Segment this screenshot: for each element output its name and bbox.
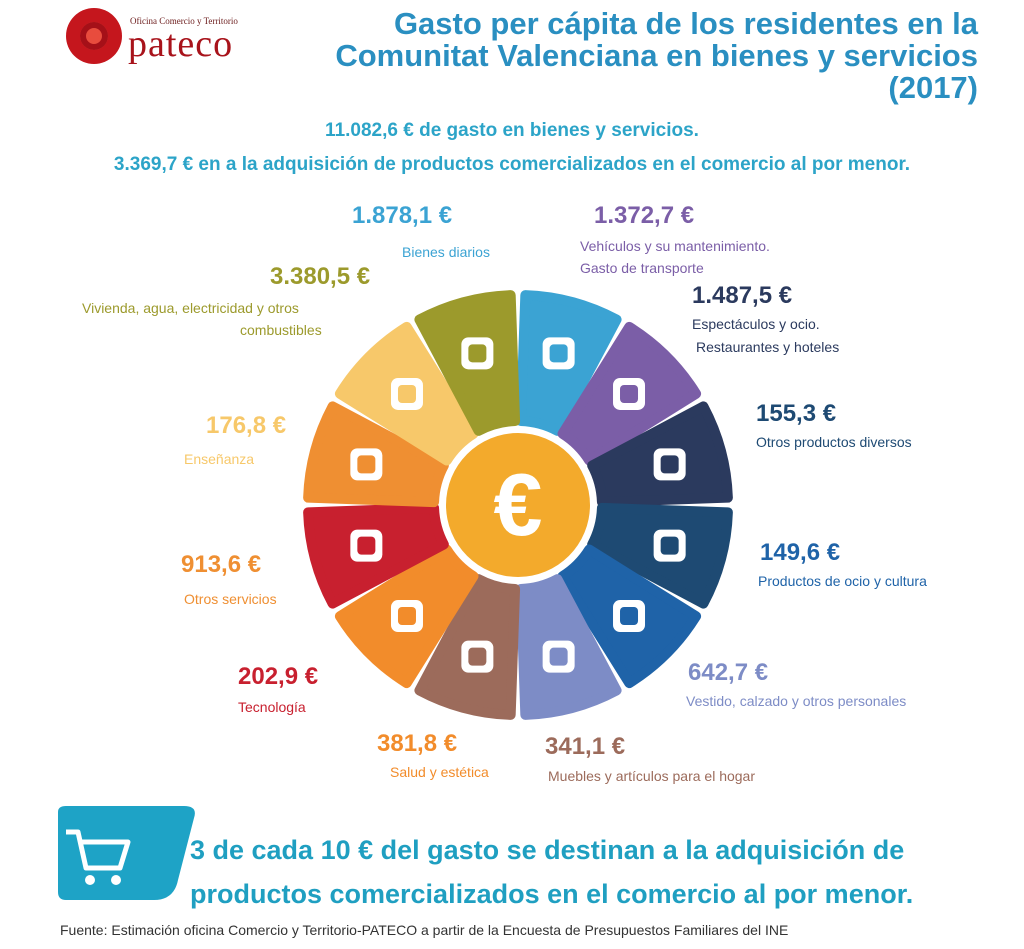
value-ensenanza: 176,8 € bbox=[206, 412, 287, 439]
euro-icon: € bbox=[493, 455, 543, 554]
banner-line: 3 de cada 10 € del gasto se destinan a la adquisición de bbox=[190, 835, 905, 865]
label-vehiculos-line: Gasto de transporte bbox=[580, 260, 704, 276]
value-salud: 381,8 € bbox=[377, 730, 458, 757]
brand-name: pateco bbox=[128, 23, 234, 65]
house-key-icon bbox=[461, 337, 493, 369]
label-otros-servicios: Otros servicios bbox=[184, 591, 277, 607]
kcal-plate-icon bbox=[391, 600, 423, 632]
label-bienes-diarios: Bienes diarios bbox=[402, 244, 490, 260]
car-icon bbox=[613, 378, 645, 410]
film-icon bbox=[613, 600, 645, 632]
value-tecnologia: 202,9 € bbox=[238, 663, 319, 690]
label-ensenanza: Enseñanza bbox=[184, 451, 255, 467]
label-tecnologia: Tecnología bbox=[238, 699, 306, 715]
label-ocio-cultura: Productos de ocio y cultura bbox=[758, 573, 927, 589]
gamepad-icon bbox=[350, 530, 382, 562]
bank-icon bbox=[391, 378, 423, 410]
banner-line: productos comercializados en el comercio al por menor. bbox=[190, 879, 914, 909]
value-vestido: 642,7 € bbox=[688, 659, 769, 686]
label-espectaculos-line: Restaurantes y hoteles bbox=[696, 339, 840, 355]
tie-icon bbox=[543, 641, 575, 673]
value-muebles: 341,1 € bbox=[545, 733, 626, 760]
value-espectaculos: 1.487,5 € bbox=[692, 282, 793, 309]
label-vehiculos-line: Vehículos y su mantenimiento. bbox=[580, 238, 770, 254]
chair-icon bbox=[461, 641, 493, 673]
value-otros-servicios: 913,6 € bbox=[181, 551, 262, 578]
label-vivienda-line: combustibles bbox=[240, 322, 322, 338]
label-otros-productos: Otros productos diversos bbox=[756, 434, 912, 450]
wine-glass-icon bbox=[350, 448, 382, 480]
cart-banner-shape bbox=[58, 806, 198, 900]
source-note: Fuente: Estimación oficina Comercio y Territorio-PATECO a partir de la Encuesta de Presupuestos Familiares del INE bbox=[60, 922, 789, 938]
brand-subtitle: Oficina Comercio y Territorio bbox=[130, 16, 238, 26]
value-vivienda: 3.380,5 € bbox=[270, 263, 371, 290]
label-salud: Salud y estética bbox=[390, 764, 489, 780]
value-bienes-diarios: 1.878,1 € bbox=[352, 202, 453, 229]
umbrella-icon bbox=[654, 530, 686, 562]
retail-spending-text: 3.369,7 € en a la adquisición de productos comercializados en el comercio al por menor. bbox=[113, 154, 911, 175]
banner-message bbox=[190, 828, 970, 916]
value-ocio-cultura: 149,6 € bbox=[760, 539, 841, 566]
title-line: Gasto per cápita de los residentes en la bbox=[393, 6, 978, 41]
bread-icon bbox=[543, 337, 575, 369]
label-vivienda-line: Vivienda, agua, electricidad y otros bbox=[82, 300, 299, 316]
cutlery-icon bbox=[654, 448, 686, 480]
total-spending-text: 11.082,6 € de gasto en bienes y servicios. bbox=[325, 120, 699, 141]
label-vestido: Vestido, calzado y otros personales bbox=[686, 693, 907, 709]
label-muebles: Muebles y artículos para el hogar bbox=[548, 768, 755, 784]
value-vehiculos: 1.372,7 € bbox=[594, 202, 695, 229]
value-otros-productos: 155,3 € bbox=[756, 400, 837, 427]
label-espectaculos-line: Espectáculos y ocio. bbox=[692, 316, 820, 332]
title-line: Comunitat Valenciana en bienes y servicios bbox=[335, 38, 978, 73]
title-line: (2017) bbox=[888, 70, 978, 105]
